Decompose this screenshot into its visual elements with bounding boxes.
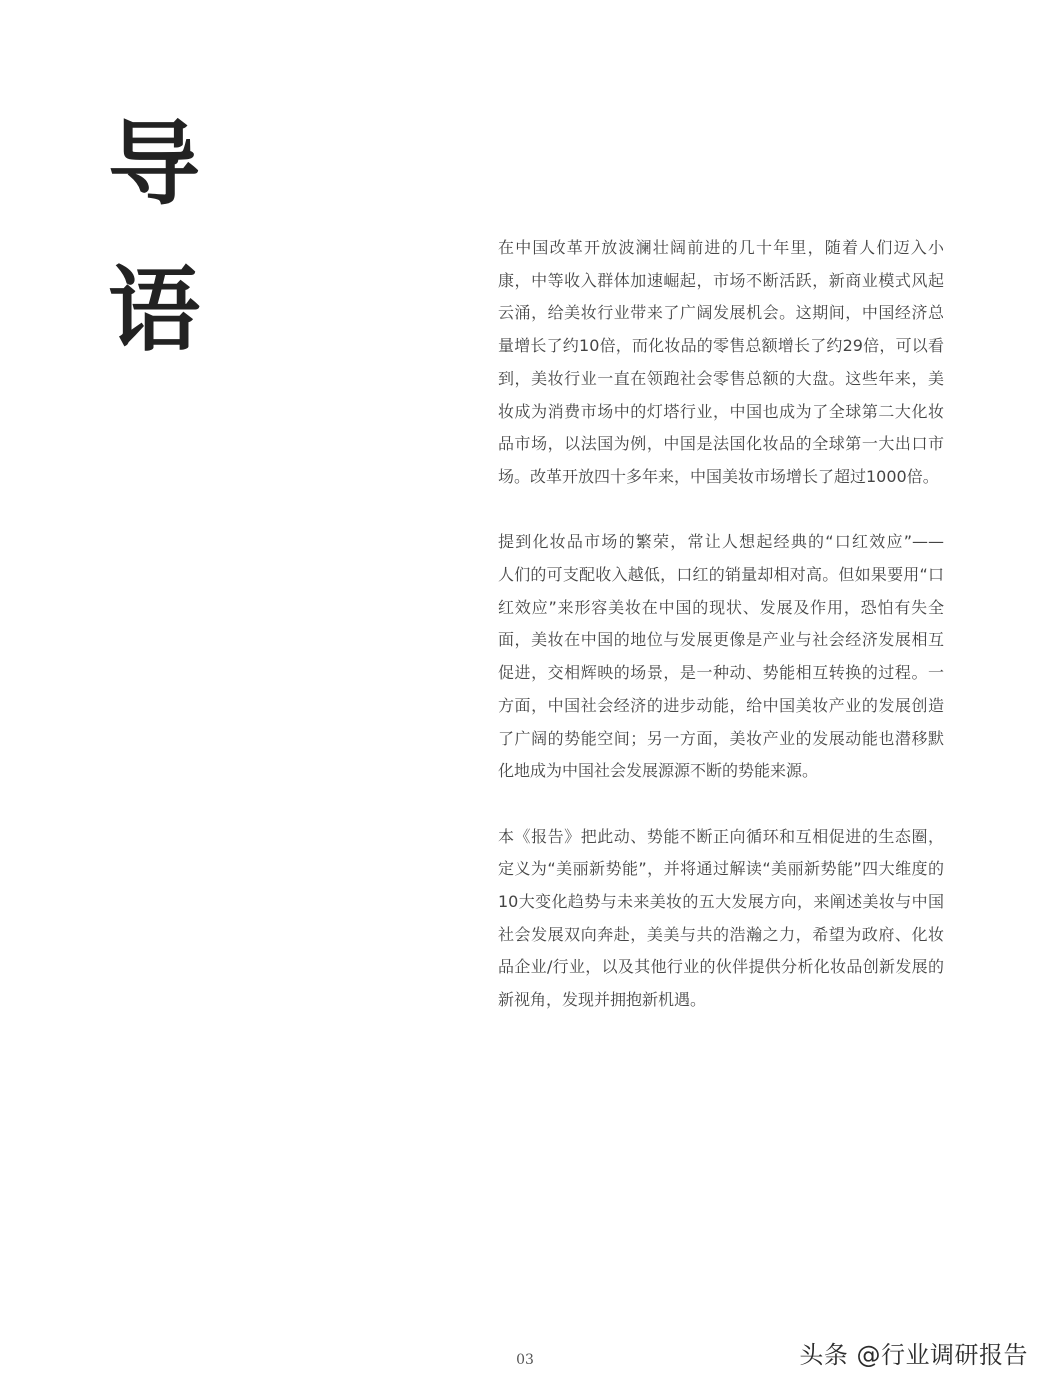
paragraph-3: 本《报告》把此动、势能不断正向循环和互相促进的生态圈，定义为“美丽新势能”，并将通过解读“美丽新势能”四大维度的10大变化趋势与未来美妆的五大发展方向，来阐述美妆与中国社会发展双向奔赴，美美与共的浩瀚之力，希望为政府、化妆品企业/行业，以及其他行业的伙伴提供分析化妆品创新发展的新视角，发现并拥抱新机遇。: [498, 826, 944, 1010]
source-watermark: 头条 @行业调研报告: [799, 1341, 1028, 1369]
intro-body: [498, 232, 961, 1050]
heading-char-2: 语: [108, 256, 201, 364]
paragraph-1: 在中国改革开放波澜壮阔前进的几十年里，随着人们迈入小康，中等收入群体加速崛起，市场不断活跃，新商业模式风起云涌，给美妆行业带来了广阔发展机会。这期间，中国经济总量增长了约10倍，而化妆品的零售总额增长了约29倍，可以看到，美妆行业一直在领跑社会零售总额的大盘。这些年来，美妆成为消费市场中的灯塔行业，中国也成为了全球第二大化妆品市场，以法国为例，中国是法国化妆品的全球第一大出口市场。改革开放四十多年来，中国美妆市场增长了超过1000倍。: [498, 238, 944, 486]
page-number: 03: [516, 1352, 534, 1368]
paragraph-2: 提到化妆品市场的繁荣，常让人想起经典的“口红效应”—— 人们的可支配收入越低，口红的销量却相对高。但如果要用“口红效应”来形容美妆在中国的现状、发展及作用，恐怕有失全面，美妆在中国的地位与发展更像是产业与社会经济发展相互促进，交相辉映的场景，是一种动、势能相互转换的过程。一方面，中国社会经济的进步动能，给中国美妆产业的发展创造了广阔的势能空间；另一方面，美妆产业的发展动能也潜移默化地成为中国社会发展源源不断的势能来源。: [498, 532, 961, 781]
heading-char-1: 导: [108, 110, 201, 218]
